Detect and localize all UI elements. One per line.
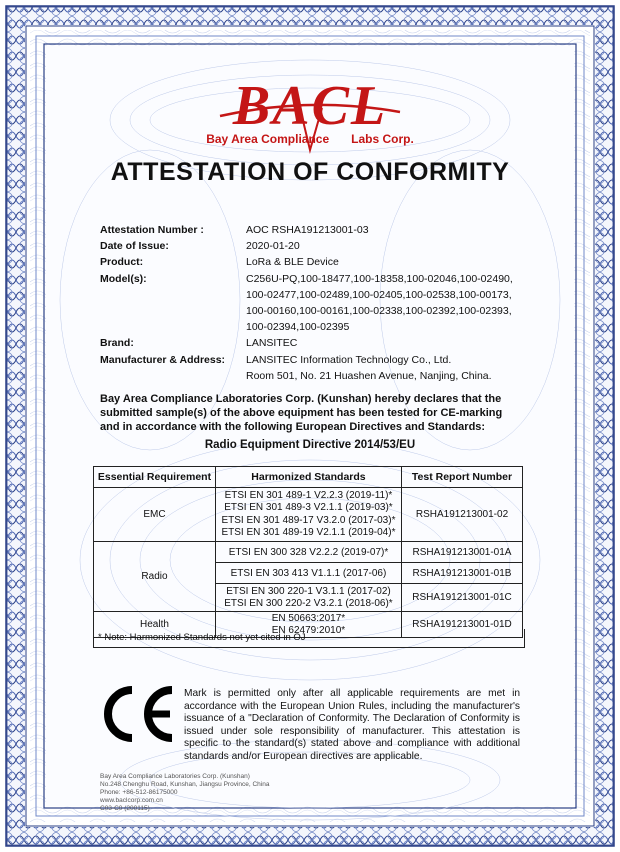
radio-standard: ETSI EN 300 328 V2.2.2 (2019-07)* (215, 542, 401, 563)
field-value: LoRa & BLE Device (246, 256, 339, 269)
radio-standard: ETSI EN 303 413 V1.1.1 (2017-06) (215, 563, 401, 584)
field-label (100, 303, 246, 319)
header-report: Test Report Number (401, 467, 522, 488)
field-row (100, 352, 516, 368)
field-value: 2020-01-20 (246, 240, 300, 253)
table-row (94, 542, 523, 563)
attestation-details (100, 222, 516, 384)
field-row (100, 335, 516, 351)
standards-table (93, 466, 523, 638)
logo-subtitle (0, 132, 620, 146)
directive-title: Radio Equipment Directive 2014/53/EU (204, 439, 416, 451)
field-value: LANSITEC Information Technology Co., Ltd. (246, 353, 452, 366)
field-row (100, 222, 516, 238)
radio-report: RSHA191213001-01B (401, 563, 522, 584)
field-row (100, 271, 516, 287)
emc-requirement: EMC (94, 488, 216, 542)
radio-report: RSHA191213001-01A (401, 542, 522, 563)
health-requirement: Health (94, 612, 216, 638)
radio-report: RSHA191213001-01C (401, 584, 522, 612)
bacl-logo: BACL (232, 75, 388, 137)
field-row (100, 368, 516, 384)
radio-standard (215, 584, 401, 612)
field-row (100, 319, 516, 335)
standard-item: EN 50663:2017* (271, 613, 346, 624)
table-header-row (94, 467, 523, 488)
standard-item: ETSI EN 301 489-17 V3.2.0 (2017-03)* (221, 514, 396, 526)
health-report: RSHA191213001-01D (401, 612, 522, 638)
field-value: 100-02394,100-02395 (246, 321, 350, 334)
standard-item: ETSI EN 300 220-1 V3.1.1 (2017-02) (226, 585, 391, 597)
table-row (94, 488, 523, 542)
standard-item: ETSI EN 301 489-19 V2.1.1 (2019-04)* (221, 527, 396, 538)
table-note: * Note: Harmonized Standards not yet cited in OJ (93, 629, 525, 648)
emc-report: RSHA191213001-02 (401, 488, 522, 542)
header-requirement: Essential Requirement (94, 467, 216, 488)
standard-item: ETSI EN 300 220-2 V3.2.1 (2018-06)* (224, 597, 393, 609)
field-value: AOC RSHA191213001-03 (246, 224, 369, 236)
radio-requirement: Radio (94, 542, 216, 612)
footer-line: Phone: +86-512-86175000 (100, 789, 178, 796)
field-value: C256U-PQ,100-18477,100-18358,100-02046,100-02490, (246, 272, 513, 285)
footer-address (100, 773, 269, 813)
field-value: 100-02477,100-02489,100-02405,100-02538,100-00173, (246, 288, 512, 301)
footer-line: No.248 Chenghu Road, Kunshan, Jiangsu Province, China (100, 781, 270, 788)
declaration-text: Bay Area Compliance Laboratories Corp. (Kunshan) hereby declares that the submitted sample(s) of the above equipment has been tested for CE-marking and in accordance with the following European Directives and Standards: (100, 393, 503, 433)
field-value: LANSITEC (246, 337, 298, 350)
field-value: 100-00160,100-00161,100-02338,100-02392,100-02393, (246, 305, 512, 318)
logo-left-text: Bay Area Compliance (206, 132, 330, 146)
header-standards: Harmonized Standards (215, 467, 401, 488)
logo-right-text: Labs Corp. (351, 132, 414, 146)
field-value: Room 501, No. 21 Huashen Avenue, Nanjing, China. (246, 369, 492, 382)
footer-line: Bay Area Compliance Laboratories Corp. (Kunshan) (100, 773, 250, 780)
field-label: Manufacturer & Address: (100, 353, 226, 366)
field-label (100, 287, 246, 303)
field-label (100, 368, 246, 384)
standard-item: ETSI EN 301 489-3 V2.1.1 (2019-03)* (224, 502, 393, 513)
page-title: ATTESTATION OF CONFORMITY (110, 158, 510, 186)
field-row (100, 287, 516, 303)
field-row (100, 238, 516, 254)
ce-statement: Mark is permitted only after all applicable requirements are met in accordance with the European Union Rules, including the manufacturer's issuance of a "Declaration of Conformity. The Declaration of Conformity is issued under sole responsibility of manufacturer. This attestation is specific to the standard(s) stated above and compliance with additional standards and/or European directives are applicable. (184, 688, 520, 762)
field-label: Product: (100, 256, 144, 269)
standard-item: EN 62479:2010* (271, 624, 346, 636)
field-label: Model(s): (100, 272, 147, 285)
emc-standards (215, 488, 401, 542)
field-label (100, 319, 246, 335)
field-row (100, 254, 516, 270)
footer-line: C03-C0 (200115) (100, 805, 150, 812)
field-label: Attestation Number : (100, 224, 204, 236)
field-label: Brand: (100, 337, 134, 350)
field-label: Date of Issue: (100, 240, 169, 253)
field-row (100, 303, 516, 319)
footer-line: www.baclcorp.com.cn (100, 797, 163, 804)
standard-item: ETSI EN 301 489-1 V2.2.3 (2019-11)* (224, 489, 393, 501)
ce-mark-logo (98, 684, 180, 744)
